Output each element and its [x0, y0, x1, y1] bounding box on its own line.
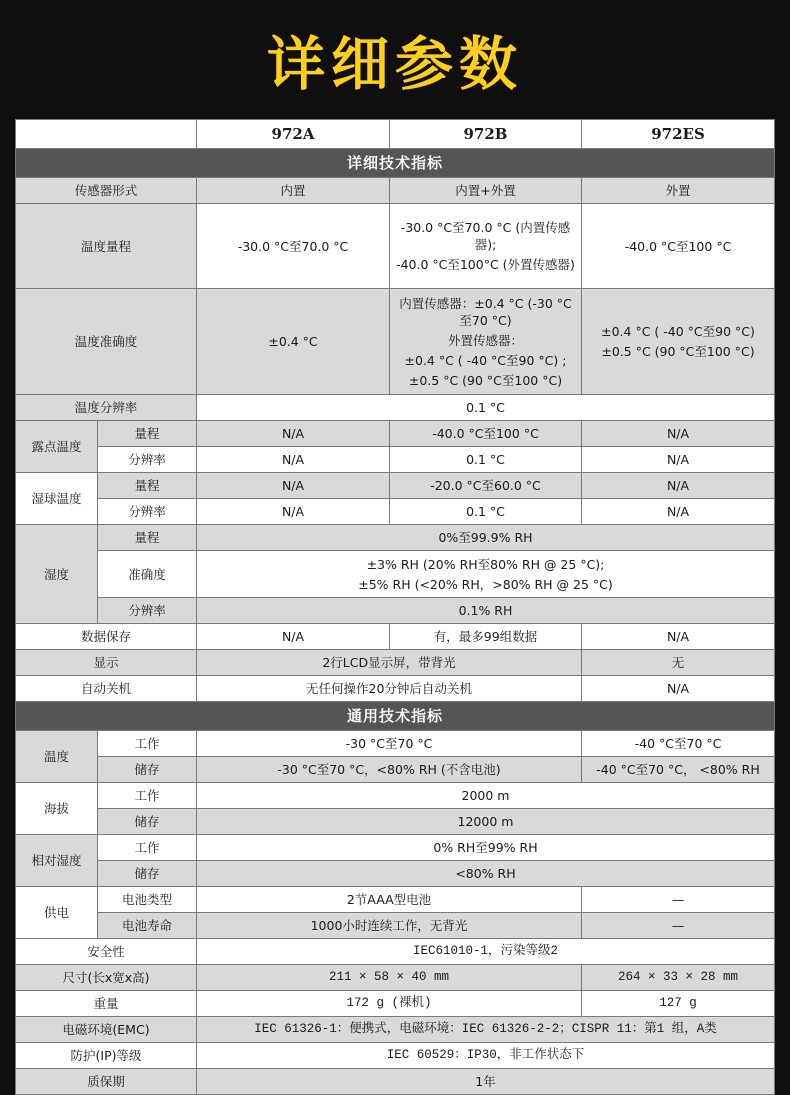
cell-value: N/A	[582, 676, 775, 702]
table-row	[16, 676, 775, 702]
cell-value: IEC 61326-1：便携式，电磁环境：IEC 61326-2-2；CISPR 11：第1 组，A类	[197, 1017, 775, 1043]
row-label-emc: 电磁环境(EMC)	[16, 1017, 197, 1043]
row-label-humidity: 湿度	[16, 525, 98, 624]
table-row	[16, 421, 775, 447]
table-row	[16, 991, 775, 1017]
cell-value-multiline	[390, 204, 582, 289]
table-row	[16, 1017, 775, 1043]
column-header-972es: 972ES	[582, 120, 775, 149]
section-title-detailed: 详细技术指标	[16, 149, 775, 178]
cell-value: <80% RH	[197, 861, 775, 887]
table-row	[16, 499, 775, 525]
table-row	[16, 395, 775, 421]
row-label-temp-range: 温度量程	[16, 204, 197, 289]
table-row	[16, 965, 775, 991]
row-label-ip: 防护(IP)等级	[16, 1043, 197, 1069]
cell-value: 12000 m	[197, 809, 775, 835]
cell-value: N/A	[197, 473, 390, 499]
cell-value: 0.1% RH	[197, 598, 775, 624]
sub-label: 分辨率	[98, 499, 197, 525]
cell-line: ±5% RH (<20% RH，>80% RH @ 25 °C)	[358, 576, 613, 592]
row-label-dew-point: 露点温度	[16, 421, 98, 473]
table-row	[16, 650, 775, 676]
cell-value: 外置	[582, 178, 775, 204]
cell-value: 无	[582, 650, 775, 676]
table-row	[16, 204, 775, 289]
cell-value: 内置	[197, 178, 390, 204]
cell-value: 0.1 °C	[390, 499, 582, 525]
cell-value: 127 g	[582, 991, 775, 1017]
cell-value: 0%至99.9% RH	[197, 525, 775, 551]
sub-label: 工作	[98, 783, 197, 809]
row-label-display: 显示	[16, 650, 197, 676]
cell-value: N/A	[197, 447, 390, 473]
cell-value: N/A	[582, 624, 775, 650]
cell-value: -20.0 °C至60.0 °C	[390, 473, 582, 499]
cell-value: -40 °C至70 °C	[582, 731, 775, 757]
cell-value: 172 g (裸机)	[197, 991, 582, 1017]
row-label-rel-humidity: 相对湿度	[16, 835, 98, 887]
cell-line: -40.0 °C至100°C (外置传感器)	[396, 257, 575, 272]
cell-value: N/A	[582, 473, 775, 499]
cell-line: ±0.5 °C (90 °C至100 °C)	[601, 344, 755, 359]
table-row	[16, 551, 775, 598]
sub-label: 分辨率	[98, 598, 197, 624]
cell-value-multiline	[582, 289, 775, 395]
table-row	[16, 473, 775, 499]
cell-line: 外置传感器：	[447, 332, 523, 348]
table-row	[16, 447, 775, 473]
sub-label: 工作	[98, 731, 197, 757]
row-label-wet-bulb: 湿球温度	[16, 473, 98, 525]
row-label-safety: 安全性	[16, 939, 197, 965]
row-label-altitude: 海拔	[16, 783, 98, 835]
table-row	[16, 809, 775, 835]
table-row	[16, 731, 775, 757]
cell-value: 1年	[197, 1069, 775, 1095]
cell-value: IEC61010-1，污染等级2	[197, 939, 775, 965]
header-row	[16, 120, 775, 149]
row-label-warranty: 质保期	[16, 1069, 197, 1095]
cell-value: N/A	[197, 499, 390, 525]
row-label-general-temp: 温度	[16, 731, 98, 783]
cell-line: ±0.4 °C ( -40 °C至90 °C)	[601, 324, 755, 339]
table-row	[16, 1069, 775, 1095]
row-label-auto-off: 自动关机	[16, 676, 197, 702]
cell-value: 1000小时连续工作，无背光	[197, 913, 582, 939]
cell-value: IEC 60529：IP30，非工作状态下	[197, 1043, 775, 1069]
cell-value: 2节AAA型电池	[197, 887, 582, 913]
section-title-general: 通用技术指标	[16, 702, 775, 731]
page-title: 详细参数	[266, 30, 523, 98]
cell-value: N/A	[582, 499, 775, 525]
cell-value: 2000 m	[197, 783, 775, 809]
row-label-weight: 重量	[16, 991, 197, 1017]
cell-value: -40.0 °C至100 °C	[390, 421, 582, 447]
sub-label: 储存	[98, 809, 197, 835]
table-row	[16, 289, 775, 395]
table-row	[16, 598, 775, 624]
cell-line: -30.0 °C至70.0 °C (内置传感器);	[400, 220, 571, 252]
sub-label: 准确度	[98, 551, 197, 598]
table-row	[16, 913, 775, 939]
row-label-sensor: 传感器形式	[16, 178, 197, 204]
table-row	[16, 939, 775, 965]
table-row	[16, 624, 775, 650]
spec-table-container	[15, 119, 774, 1095]
cell-line: ±0.5 °C (90 °C至100 °C)	[408, 372, 563, 388]
sub-label: 量程	[98, 525, 197, 551]
cell-value: N/A	[197, 624, 390, 650]
row-label-size: 尺寸(长x宽x高)	[16, 965, 197, 991]
sub-label: 量程	[98, 473, 197, 499]
cell-value: 0% RH至99% RH	[197, 835, 775, 861]
cell-value: -30 °C至70 °C，<80% RH (不含电池)	[197, 757, 582, 783]
cell-value: N/A	[582, 421, 775, 447]
table-row	[16, 757, 775, 783]
cell-value-multiline	[197, 551, 775, 598]
table-row	[16, 178, 775, 204]
row-label-power: 供电	[16, 887, 98, 939]
table-row	[16, 887, 775, 913]
sub-label: 分辨率	[98, 447, 197, 473]
table-row	[16, 1043, 775, 1069]
spec-table	[15, 119, 775, 1095]
cell-value: —	[582, 887, 775, 913]
cell-value: 有，最多99组数据	[390, 624, 582, 650]
cell-value: N/A	[582, 447, 775, 473]
cell-value: 内置+外置	[390, 178, 582, 204]
row-label-data-save: 数据保存	[16, 624, 197, 650]
table-row	[16, 525, 775, 551]
cell-value: 0.1 °C	[197, 395, 775, 421]
row-label-temp-accuracy: 温度准确度	[16, 289, 197, 395]
cell-value-multiline	[390, 289, 582, 395]
cell-line: 内置传感器：±0.4 °C (-30 °C至70 °C)	[399, 295, 572, 328]
table-row	[16, 861, 775, 887]
sub-label: 电池寿命	[98, 913, 197, 939]
sub-label: 储存	[98, 861, 197, 887]
header-empty-cell	[16, 120, 197, 149]
cell-value: -40 °C至70 °C， <80% RH	[582, 757, 775, 783]
cell-value: 264 × 33 × 28 mm	[582, 965, 775, 991]
sub-label: 量程	[98, 421, 197, 447]
sub-label: 工作	[98, 835, 197, 861]
sub-label: 电池类型	[98, 887, 197, 913]
cell-value: -30 °C至70 °C	[197, 731, 582, 757]
sub-label: 储存	[98, 757, 197, 783]
cell-value: ±0.4 °C	[197, 289, 390, 395]
column-header-972b: 972B	[390, 120, 582, 149]
cell-value: 211 × 58 × 40 mm	[197, 965, 582, 991]
cell-value: -40.0 °C至100 °C	[582, 204, 775, 289]
cell-value: 0.1 °C	[390, 447, 582, 473]
cell-line: ±3% RH (20% RH至80% RH @ 25 °C);	[366, 556, 605, 572]
cell-value: —	[582, 913, 775, 939]
section-row-detailed	[16, 149, 775, 178]
section-row-general	[16, 702, 775, 731]
cell-value: 2行LCD显示屏，带背光	[197, 650, 582, 676]
column-header-972a: 972A	[197, 120, 390, 149]
cell-value: -30.0 °C至70.0 °C	[197, 204, 390, 289]
row-label-temp-resolution: 温度分辨率	[16, 395, 197, 421]
cell-line: ±0.4 °C ( -40 °C至90 °C) ;	[404, 352, 567, 368]
cell-value: N/A	[197, 421, 390, 447]
cell-value: 无任何操作20分钟后自动关机	[197, 676, 582, 702]
table-row	[16, 835, 775, 861]
table-row	[16, 783, 775, 809]
